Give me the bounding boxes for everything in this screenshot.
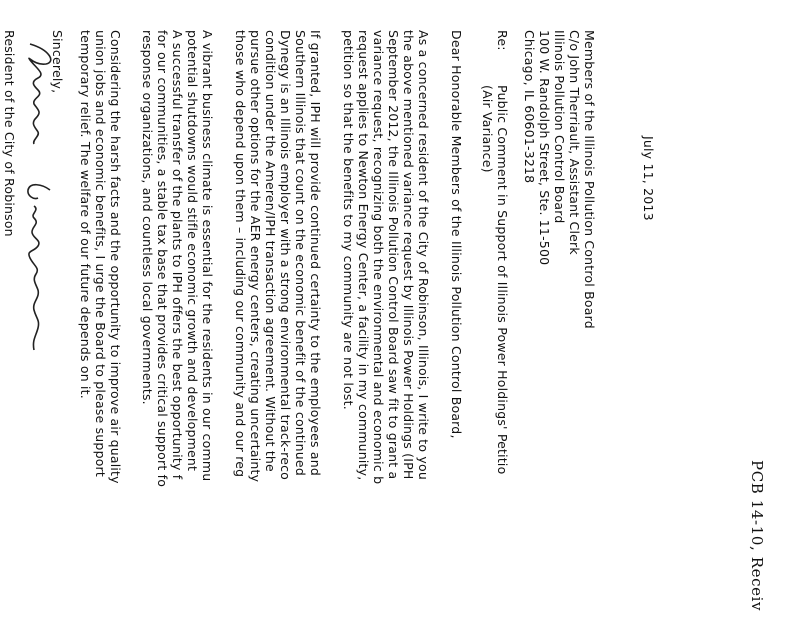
paragraph-line: potential shutdowns would stifle economic growth and development — [185, 30, 200, 472]
paragraph-line: union jobs and economic benefits, I urge the Board to please support — [93, 30, 108, 477]
paragraph-line: petition so that the benefits to my community are not lost. — [341, 30, 356, 410]
paragraph-line: Southern Illinois that count on the economic benefit of the continued — [293, 30, 308, 476]
paragraph-line: condition under the Ameren/IPH transaction agreement. Without the — [263, 30, 278, 472]
paragraph-line: response organizations, and countless local governments. — [140, 30, 155, 405]
re-label: Re: — [495, 30, 510, 51]
closing: Sincerely, — [50, 30, 65, 94]
paragraph-line: September 2012, the Illinois Pollution Control Board saw fit to grant a — [386, 30, 401, 480]
re-line: (Air Variance) — [480, 85, 495, 173]
signer-title: Resident of the City of Robinson — [2, 30, 17, 237]
address-line: Chicago, IL 60601-3218 — [522, 30, 537, 184]
paragraph-line: for our communities, a stable tax base that provides critical support fo — [155, 30, 170, 488]
paragraph-line: those who depend upon them – including our community and our reg — [233, 30, 248, 478]
paragraph-line: Considering the harsh facts and the opportunity to improve air quality — [108, 30, 123, 484]
paragraph-line: As a concerned resident of the City of Robinson, Illinois, I write to you — [416, 30, 431, 480]
address-line: Members of the Illinois Pollution Control Board — [582, 30, 597, 329]
paragraph-line: request applies to Newton Energy Center, a facility in my community, — [356, 30, 371, 481]
paragraph-line: A successful transfer of the plants to IPH offers the best opportunity f — [170, 30, 185, 480]
address-line: C/o John Therriault, Assistant Clerk — [567, 30, 582, 255]
re-line: Public Comment in Support of Illinois Power Holdings' Petitio — [495, 85, 510, 475]
address-line: Illinois Pollution Control Board — [552, 30, 567, 224]
paragraph-line: temporary relief. The welfare of our future depends on it. — [78, 30, 93, 399]
paragraph-line: variance request, recognizing both the environmental and economic b — [371, 30, 386, 485]
paragraph-line: Dynegy is an Illinois employer with a strong environmental track-reco — [278, 30, 293, 481]
letter-date: July 11, 2013 — [641, 136, 656, 221]
paragraph-line: A vibrant business climate is essential for the residents in our commu — [200, 30, 215, 482]
paragraph-line: the above mentioned variance request by Illinois Power Holdings (IPH — [401, 30, 416, 480]
address-line: 100 W. Randolph Street, Ste. 11-500 — [537, 30, 552, 266]
signature-image — [18, 40, 60, 370]
paragraph-line: If granted, IPH will provide continued certainty to the employees and — [308, 30, 323, 477]
salutation: Dear Honorable Members of the Illinois Pollution Control Board, — [449, 30, 464, 439]
docket-header: PCB 14-10, Receiv — [748, 460, 766, 612]
paragraph-line: pursue other options for the AER energy centers, creating uncertainty — [248, 30, 263, 483]
